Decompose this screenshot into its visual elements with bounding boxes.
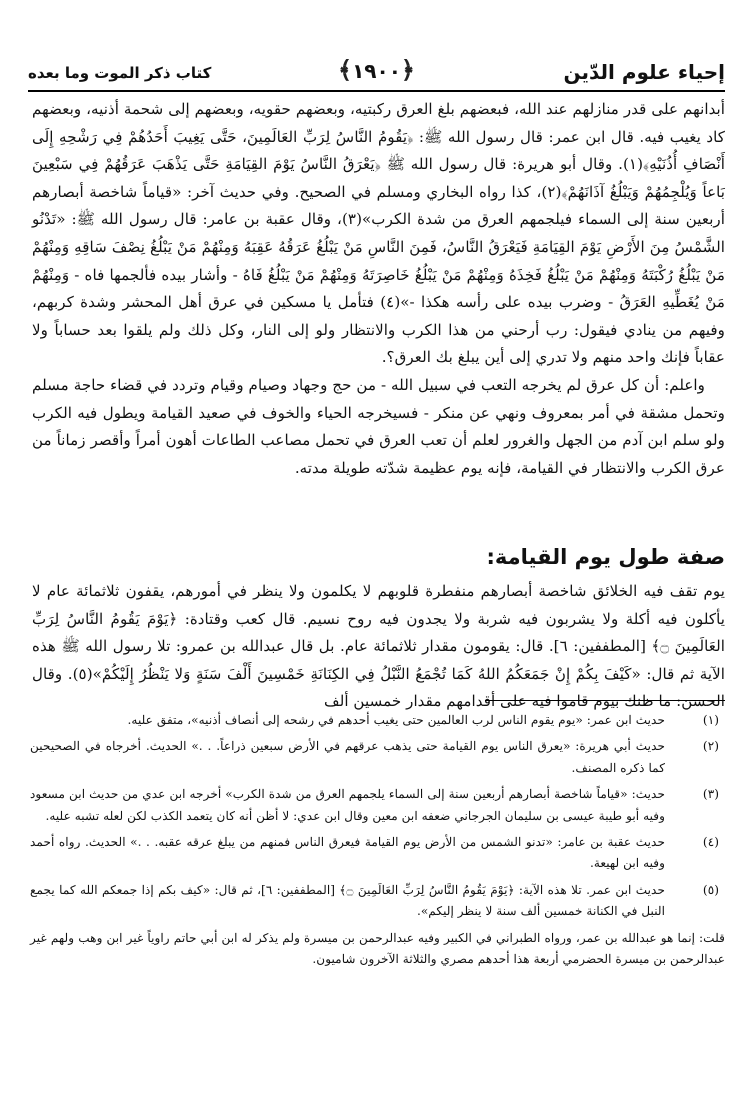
footnote-number: (١) [702,713,719,727]
paragraph-2: واعلم: أن كل عرق لم يخرجه التعب في سبيل الله - من حج وجهاد وصيام وقيام وتردد في قضاء حاجة مسلم وتحمل مشقة في أمر بمعروف ونهي عن منكر - فسيخرجه الحياء والخوف في صعيد القيامة ويطول فيه الكرب ولو سلم ابن آدم من الجهل والغرور لعلم أن تعب العرق في تحمل مصاعب الطاعات أهون أمراً وأقصر زماناً من عرق الكرب والانتظار في القيامة، فإنه يوم عظيمة شدّته طويلة مدته. [32,375,725,477]
footnotes [30,710,725,970]
footnote-text: حديث ابن عمر: «يوم يقوم الناس لرب العالمين حتى يغيب أحدهم في رشحه إلى أنصاف أذنيه»، متفق عليه. [127,713,665,727]
footnote-number: (٤) [702,835,719,850]
footnote-divider [485,700,725,701]
footnote-number: (٢) [702,739,719,754]
header-divider [28,90,725,92]
footnote-2 [30,736,725,779]
page-header [28,56,725,90]
ornament-bracket-left: ﴾ [338,56,353,84]
page-number-value: ١٩٠٠ [352,59,401,83]
section-text: يوم تقف فيه الخلائق شاخصة أبصارهم منفطرة قلوبهم لا يكلمون ولا ينظر في أمورهم، يقفون ثلاثمائة عام لا يأكلون فيه أكلة ولا يشربون فيه شربة ولا يجدون فيه روح نسيم. قال كعب وقتادة: ﴿يَوْمَ يَقُومُ النَّاسُ لِرَبِّ العَالَمِينَ ۝﴾ [المطففين: ٦]. قال: يقومون مقدار ثلاثمائة عام. بل قال عبدالله بن عمرو: تلا رسول الله ﷺ هذه الآية ثم قال: «كَيْفَ بِكُمْ إِنْ جَمَعَكُمُ اللهُ كَمَا تُجْمَعُ النَّبْلُ فِي الكِنَانَةِ خَمْسِينَ أَلْفَ سَنَةٍ وَلا يَنْظُرُ إِلَيْكُمْ»(٥). وقال الحسن: ما ظنك بيوم قاموا فيه على أقدامهم مقدار خمسين ألف [32,582,725,711]
footnote-3 [30,784,725,827]
footnote-4 [30,832,725,875]
section-heading: صفة طول يوم القيامة: [486,545,725,569]
ornament-bracket-right: ﴿ [400,56,415,84]
footnote-text: حديث: «قياماً شاخصة أبصارهم أربعين سنة إلى السماء يلجمهم العرق من شدة الكرب» أخرجه ابن عدي من حديث ابن مسعود وفيه أبو طيبة عيسى بن سليمان الجرجاني ضعفه ابن معين وقال ابن عدي: لا أظن أنه كان يتعمد الكذب لكن لعله تشبه عليه. [30,787,665,823]
footnote-number: (٣) [702,787,719,802]
paragraph-1: أبدانهم على قدر منازلهم عند الله، فبعضهم بلغ العرق ركبتيه، وبعضهم حقويه، وبعضهم إلى شحمة أذنيه، وبعضهم كاد يغيب فيه. قال ابن عمر: قال رسول الله ﷺ: ﴿يَقُومُ النَّاسُ لِرَبِّ العَالَمِينَ، حَتَّى يَغِيبَ أَحَدُهُمْ فِي رَشْحِهِ إِلَى أَنْصَافِ أُذُنَيْهِ﴾(١). وقال أبو هريرة: قال رسول الله ﷺ ﴿يَعْرَقُ النَّاسُ يَوْمَ القِيَامَةِ حَتَّى يَذْهَبَ عَرَقُهُمْ فِي سَبْعِينَ بَاعاً وَيُلْجِمُهُمْ وَيَبْلُغُ آذَانَهُمْ﴾(٢)، كذا رواه البخاري ومسلم في الصحيح. وفي حديث آخر: «قياماً شاخصة أبصارهم أربعين سنة إلى السماء فيلجمهم العرق من شدة الكرب»(٣)، وقال عقبة بن عامر: قال رسول الله ﷺ: «تَدْنُو الشَّمْسُ مِنَ الأَرْضِ يَوْمَ القِيَامَةِ فَيَعْرَقُ النَّاسُ، فَمِنَ النَّاسِ مَنْ يَبْلُغُ عَرَقُهُ عَقِبَهُ وَمِنْهُمْ مَنْ يَبْلُغُ نِصْفَ سَاقِهِ وَمِنْهُمْ مَنْ يَبْلُغُ رُكْبَتَهُ وَمِنْهُمْ مَنْ يَبْلُغُ فَخِذَهُ وَمِنْهُمْ مَنْ يَبْلُغُ خَاصِرَتَهُ وَمِنْهُمْ مَنْ يَبْلُغُ فَاهُ - وأشار بيده فألجمها فاه - وَمِنْهُمْ مَنْ يُغَطِّيهِ العَرَقُ - وضرب بيده على رأسه هكذا -»(٤) فتأمل يا مسكين في عرق أهل المحشر وشدة كربهم، وفيهم من ينادي فيقول: رب أرحني من هذا الكرب والانتظار ولو إلى النار، وكل ذلك ولم يلقوا بعد حساباً ولا عقاباً فإنك واحد منهم ولا تدري إلى أين يبلغ بك العرق؟. [32,100,725,367]
footnote-1 [30,710,725,731]
footnote-text: حديث أبي هريرة: «يعرق الناس يوم القيامة حتى يذهب عرقهم في الأرض سبعين ذراعاً. . .» الحديث. أخرجاه في الصحيحين كما ذكره المصنف. [30,739,665,775]
main-text [32,96,725,482]
footnote-number: (٥) [702,882,719,897]
book-title: إحياء علوم الدّين [563,60,725,84]
footnote-5 [30,880,725,923]
footnote-text: حديث ابن عمر. تلا هذه الآية: ﴿يَوْمَ يَقُومُ النَّاسُ لِرَبِّ العَالَمِينَ ۝﴾ [المطففين: ٦]، ثم قال: «كيف بكم إذا جمعكم الله كما يجمع النبل في الكنانة خمسين ألف سنة لا ينظر إليكم». [30,882,665,919]
editor-note: قلت: إنما هو عبدالله بن عمر، ورواه الطبراني في الكبير وفيه عبدالرحمن بن ميسرة ولم يذكر له ابن أبي حاتم راوياً غير ابن وهب ولهم غير عبدالرحمن بن ميسرة الحضرمي أربعة هذا أحدهم مصري والثلاثة الآخرون شاميون. [30,930,725,967]
page-number [338,56,415,84]
footnote-text: حديث عقبة بن عامر: «تدنو الشمس من الأرض يوم القيامة فيعرق الناس فمنهم من يبلغ عرقه عقبه. . .» الحديث. رواه أحمد وفيه ابن لهيعة. [30,835,665,871]
chapter-title: كتاب ذكر الموت وما بعده [28,64,212,82]
